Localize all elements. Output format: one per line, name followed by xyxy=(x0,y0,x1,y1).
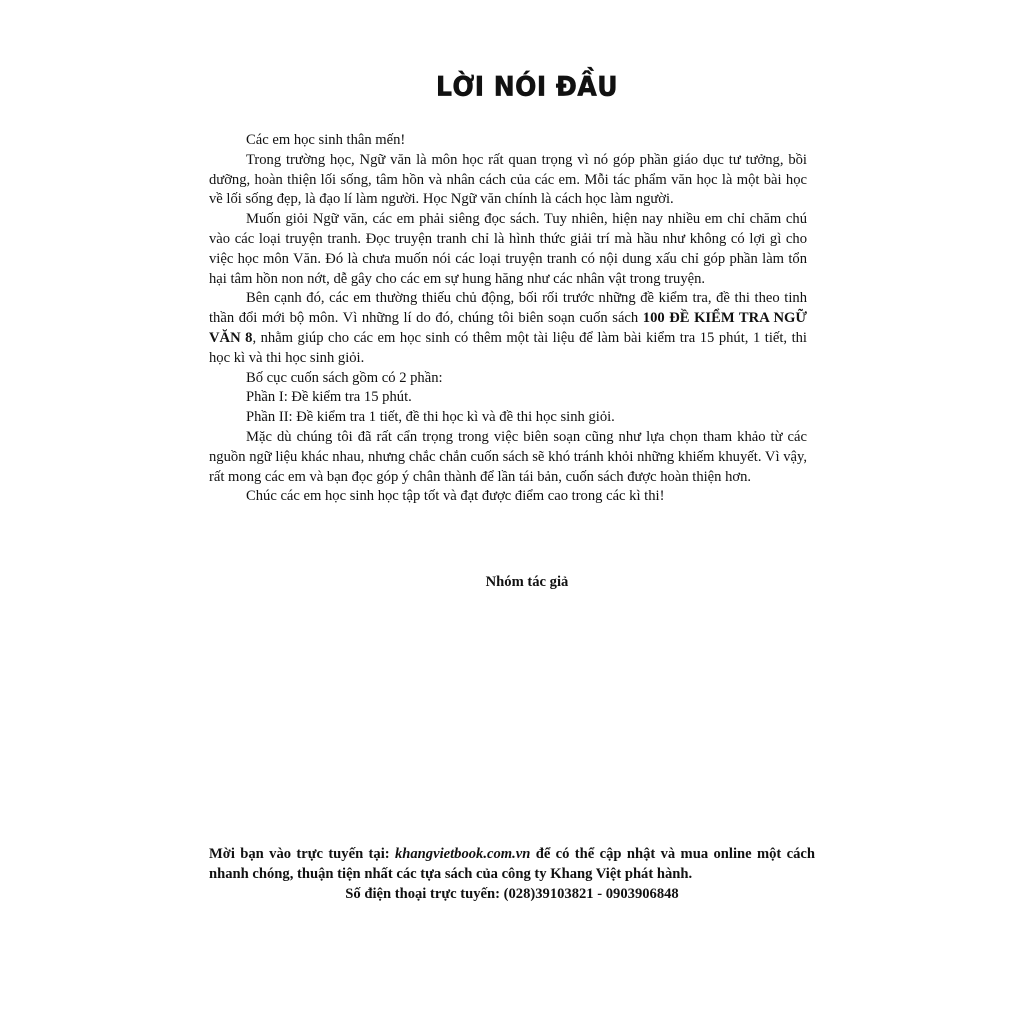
paragraph-purpose-start: Bên cạnh đó, các em thường thiếu chủ động, bối rối trước những đề kiểm tra, đề thi theo tinh thần đổi mới bộ môn. Vì những lí do đó, chúng tôi biên soạn cuốn sách xyxy=(209,290,807,327)
footer-promo xyxy=(209,845,815,885)
paragraph-purpose xyxy=(209,289,807,368)
footer-promo-end: để có thể cập nhật và mua online một cách nhanh chóng, thuận tiện nhất các tựa sách của công ty Khang Việt phát hành. xyxy=(209,846,815,882)
preface-body xyxy=(209,131,807,507)
paragraph-feedback: Mặc dù chúng tôi đã rất cẩn trọng trong việc biên soạn cũng như lựa chọn tham khảo từ các nguồn ngữ liệu khác nhau, nhưng chắc chắn cuốn sách sẽ khó tránh khỏi những khiếm khuyết. Vì vậy, rất mong các em và bạn đọc góp ý chân thành để lần tái bản, cuốn sách được hoàn thiện hơn. xyxy=(209,428,807,485)
paragraph-part-two: Phần II: Đề kiểm tra 1 tiết, đề thi học kì và đề thi học sinh giỏi. xyxy=(246,409,615,426)
paragraph-part-one: Phần I: Đề kiểm tra 15 phút. xyxy=(246,389,412,406)
footer-phone: Số điện thoại trực tuyến: (028)39103821 - 0903906848 xyxy=(345,885,679,902)
paragraph-reading: Muốn giỏi Ngữ văn, các em phải siêng đọc sách. Tuy nhiên, hiện nay nhiều em chỉ chăm chú vào các loại truyện tranh. Đọc truyện tranh chỉ là hình thức giải trí mà hầu như không có lợi gì cho việc học môn Văn. Đó là chưa muốn nói các loại truyện tranh có nội dung xấu chỉ góp phần làm tổn hại tâm hồn non nớt, dễ gây cho các em sự hung hăng như các nhân vật trong truyện. xyxy=(209,211,807,287)
book-title: 100 ĐỀ KIỂM TRA NGỮ VĂN 8 xyxy=(209,310,807,346)
paragraph-structure: Bố cục cuốn sách gồm có 2 phần: xyxy=(246,369,443,386)
footer-promo-start: Mời bạn vào trực tuyến tại: xyxy=(209,846,395,862)
author-signature: Nhóm tác giả xyxy=(485,574,569,590)
paragraph-greeting: Các em học sinh thân mến! xyxy=(246,132,406,148)
paragraph-closing: Chúc các em học sinh học tập tốt và đạt được điểm cao trong các kì thi! xyxy=(246,488,665,505)
paragraph-importance: Trong trường học, Ngữ văn là môn học rất quan trọng vì nó góp phần giáo dục tư tưởng, bồi dưỡng, hoàn thiện lối sống, tâm hồn và nhân cách của các em. Mỗi tác phẩm văn học là một bài học về lối sống đẹp, là đạo lí làm người. Học Ngữ văn chính là cách học làm người. xyxy=(209,151,807,208)
paragraph-purpose-end: , nhằm giúp cho các em học sinh có thêm một tài liệu để làm bài kiểm tra 15 phút, 1 tiết, thi học kì và thi học sinh giỏi. xyxy=(209,329,807,366)
footer xyxy=(209,845,815,904)
page-title: LỜI NÓI ĐẦU xyxy=(435,71,619,102)
website-link[interactable]: khangvietbook.com.vn xyxy=(394,846,531,862)
